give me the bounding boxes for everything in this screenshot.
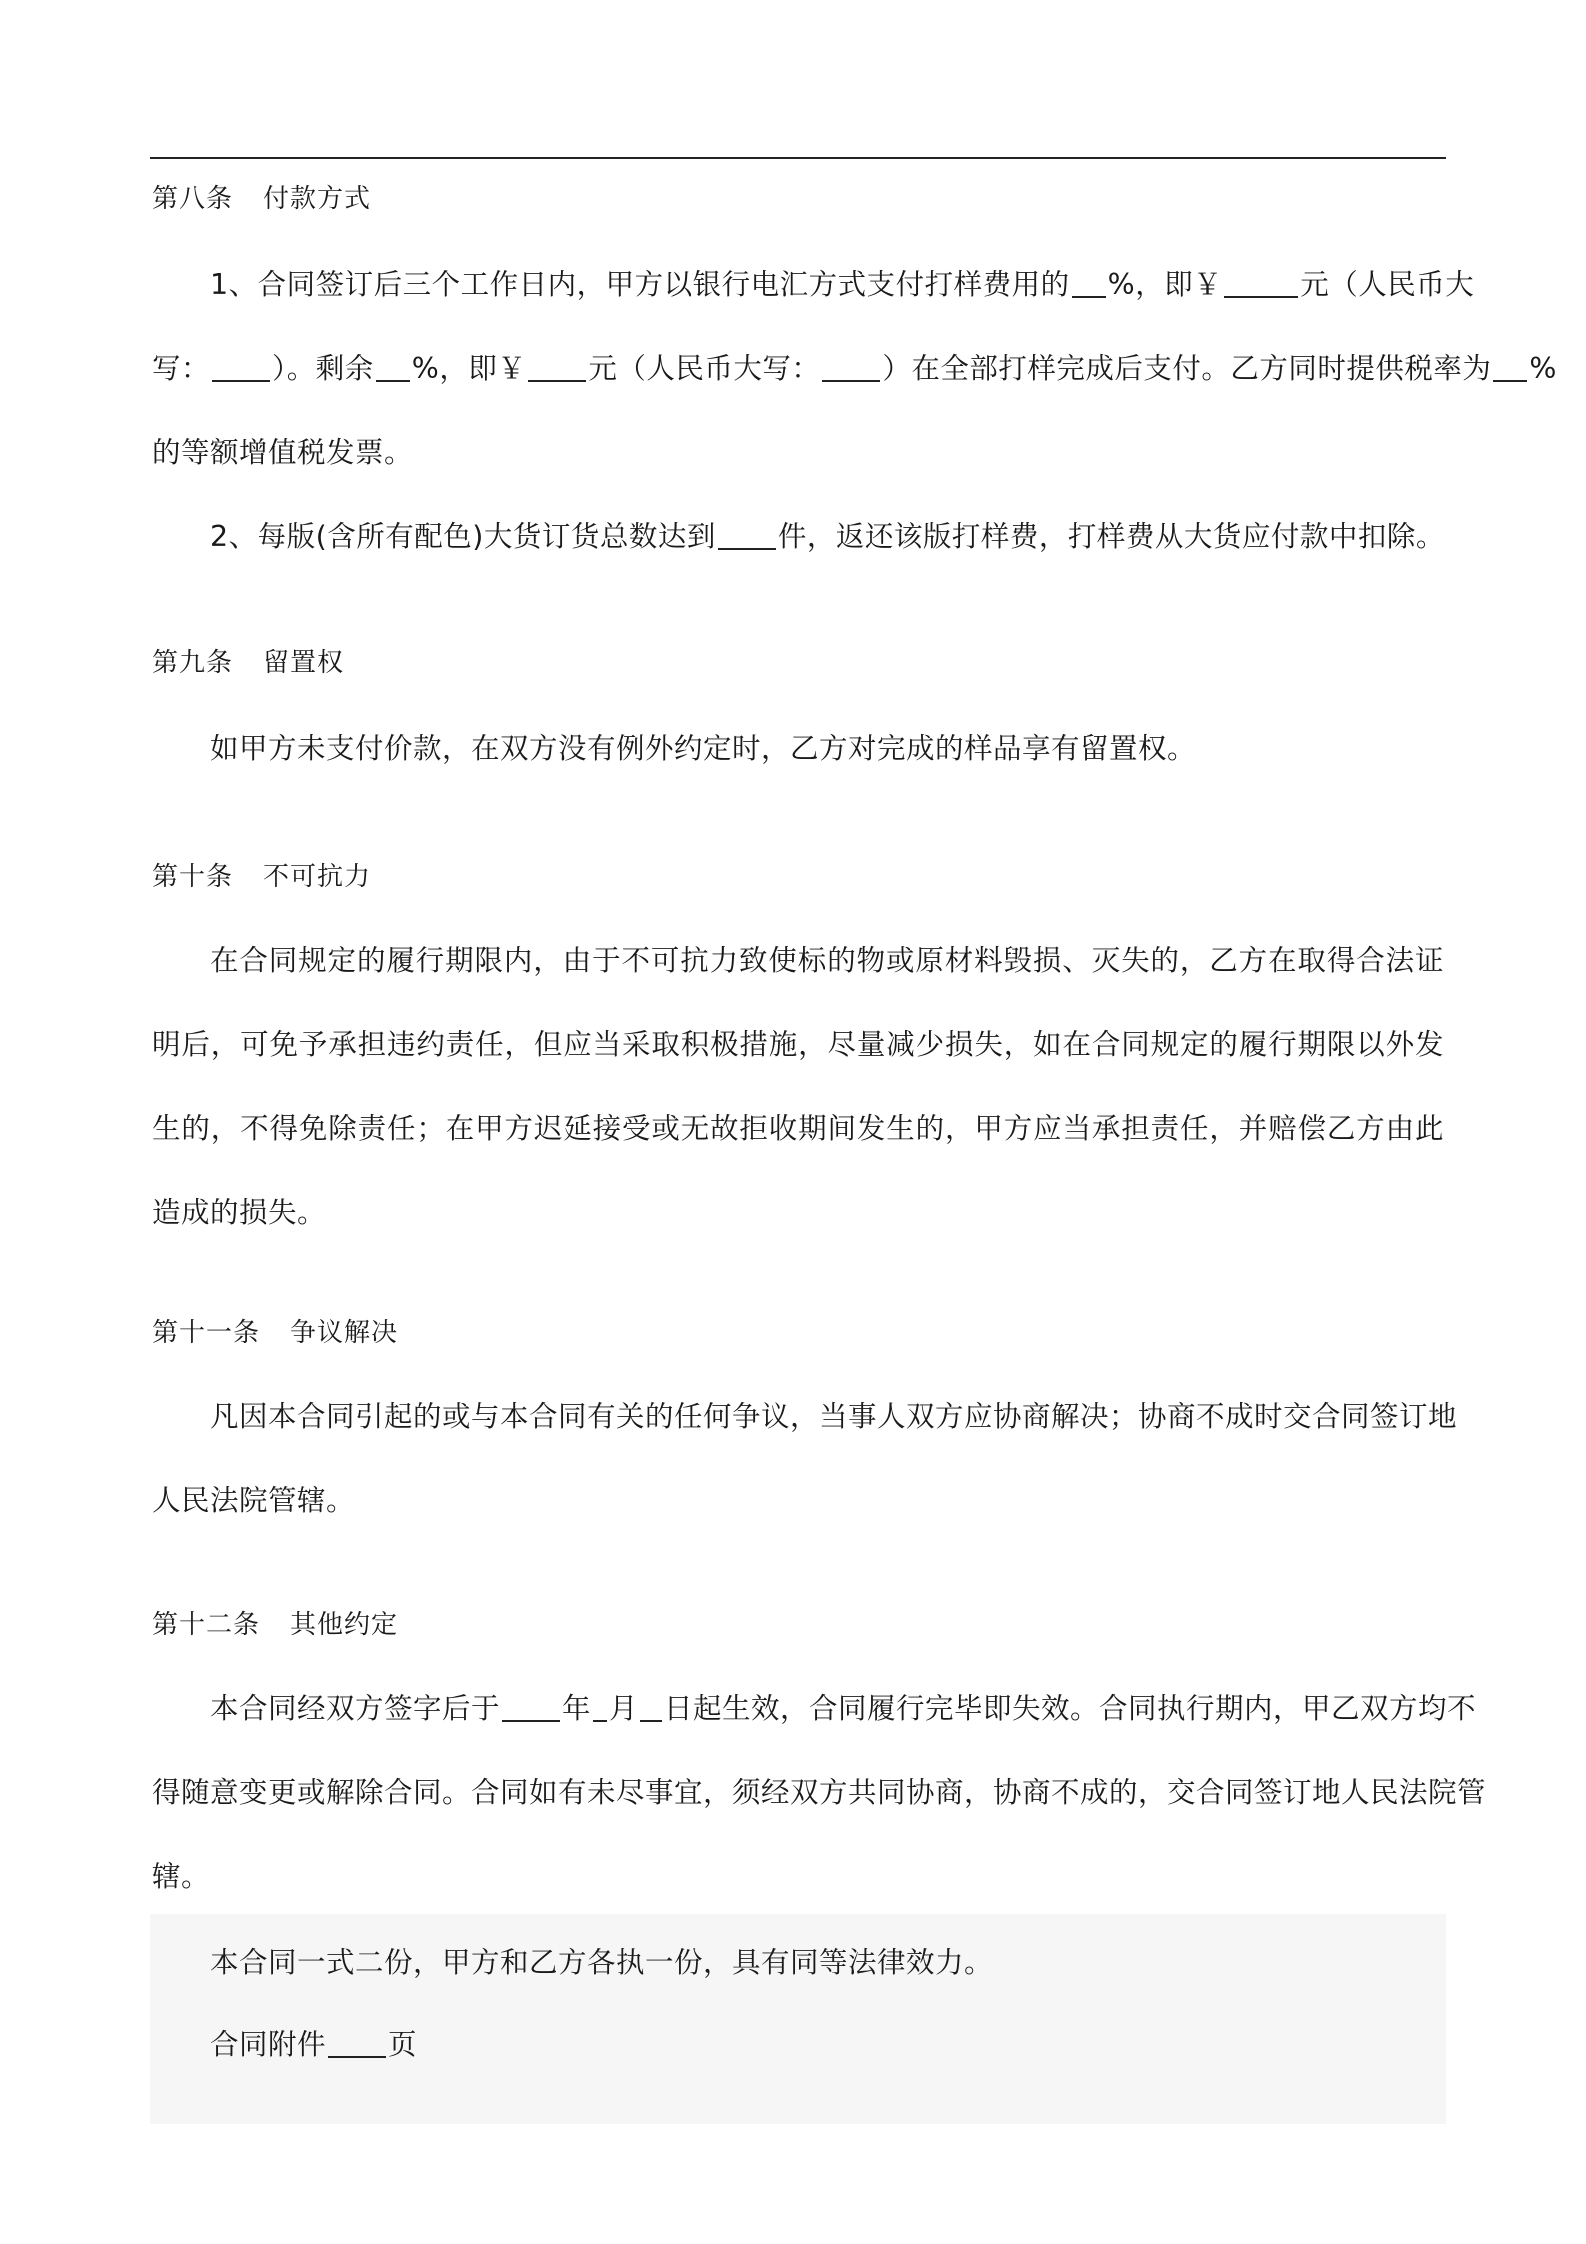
article-12-line1 bbox=[152, 1686, 1477, 1727]
text: 元（人民币大写： bbox=[588, 352, 821, 385]
blank-field bbox=[640, 1690, 662, 1722]
blank-field bbox=[328, 2026, 386, 2058]
text: 1、合同签订后三个工作日内，甲方以银行电汇方式支付打样费用的 bbox=[210, 268, 1070, 301]
text: 合同附件 bbox=[210, 2028, 327, 2061]
article-9-p1: 如甲方未支付价款，在双方没有例外约定时，乙方对完成的样品享有留置权。 bbox=[210, 732, 1197, 765]
article-title: 争议解决 bbox=[290, 1318, 399, 1348]
blank-field bbox=[822, 350, 880, 382]
copies-clause: 本合同一式二份，甲方和乙方各执一份，具有同等法律效力。 bbox=[210, 1946, 994, 1979]
article-title: 付款方式 bbox=[263, 184, 372, 214]
article-11-heading bbox=[152, 1312, 398, 1349]
blank-field bbox=[718, 518, 776, 550]
article-number: 第十条 bbox=[152, 862, 234, 892]
header-rule bbox=[150, 157, 1446, 159]
attachment-clause bbox=[152, 2022, 1444, 2063]
text: % bbox=[1529, 352, 1557, 385]
article-title: 留置权 bbox=[263, 648, 345, 678]
article-9-heading bbox=[152, 642, 344, 679]
text: 本合同经双方签字后于 bbox=[210, 1692, 501, 1725]
blank-field bbox=[1072, 266, 1106, 298]
text: 年 bbox=[562, 1692, 592, 1725]
article-title: 不可抗力 bbox=[263, 862, 372, 892]
article-8-p1-line2 bbox=[152, 346, 1557, 387]
article-8-p2 bbox=[152, 514, 1444, 555]
text: 写： bbox=[152, 352, 211, 385]
article-10-heading bbox=[152, 856, 371, 893]
blank-field bbox=[593, 1690, 607, 1722]
article-12-line2: 得随意变更或解除合同。合同如有未尽事宜，须经双方共同协商，协商不成的，交合同签订地人民法院管 bbox=[152, 1776, 1487, 1809]
text: ）在全部打样完成后支付。乙方同时提供税率为 bbox=[882, 352, 1492, 385]
article-8-p1-line3: 的等额增值税发票。 bbox=[152, 436, 414, 469]
text: 2、每版(含所有配色)大货订货总数达到 bbox=[210, 520, 716, 553]
article-12-heading bbox=[152, 1604, 398, 1641]
blank-field bbox=[212, 350, 270, 382]
blank-field bbox=[376, 350, 410, 382]
text: 日起生效，合同履行完毕即失效。合同执行期内，甲乙双方均不 bbox=[664, 1692, 1477, 1725]
article-10-line2: 明后，可免予承担违约责任，但应当采取积极措施，尽量减少损失，如在合同规定的履行期限以外发 bbox=[152, 1028, 1444, 1061]
text: 月 bbox=[609, 1692, 639, 1725]
blank-field bbox=[528, 350, 586, 382]
text: 页 bbox=[388, 2028, 418, 2061]
article-8-p1-line1 bbox=[152, 262, 1475, 303]
text: %，即￥ bbox=[411, 352, 527, 385]
article-12-line3: 辖。 bbox=[152, 1860, 211, 1893]
article-10-line1: 在合同规定的履行期限内，由于不可抗力致使标的物或原材料毁损、灭失的，乙方在取得合法证 bbox=[210, 944, 1444, 977]
article-8-heading bbox=[152, 178, 371, 215]
article-11-line2: 人民法院管辖。 bbox=[152, 1484, 356, 1517]
article-number: 第十一条 bbox=[152, 1318, 261, 1348]
text: 件，返还该版打样费，打样费从大货应付款中扣除。 bbox=[777, 520, 1445, 553]
article-10-line3: 生的，不得免除责任；在甲方迟延接受或无故拒收期间发生的，甲方应当承担责任，并赔偿乙方由此 bbox=[152, 1112, 1444, 1145]
article-number: 第十二条 bbox=[152, 1610, 261, 1640]
blank-field bbox=[1224, 266, 1298, 298]
article-11-line1: 凡因本合同引起的或与本合同有关的任何争议，当事人双方应协商解决；协商不成时交合同签订地 bbox=[210, 1400, 1458, 1433]
text: ）。剩余 bbox=[272, 352, 374, 385]
article-number: 第九条 bbox=[152, 648, 234, 678]
text: 元（人民币大 bbox=[1300, 268, 1475, 301]
blank-field bbox=[1493, 350, 1527, 382]
article-number: 第八条 bbox=[152, 184, 234, 214]
article-10-line4: 造成的损失。 bbox=[152, 1196, 327, 1229]
blank-field bbox=[502, 1690, 560, 1722]
article-title: 其他约定 bbox=[290, 1610, 399, 1640]
text: %，即￥ bbox=[1107, 268, 1223, 301]
